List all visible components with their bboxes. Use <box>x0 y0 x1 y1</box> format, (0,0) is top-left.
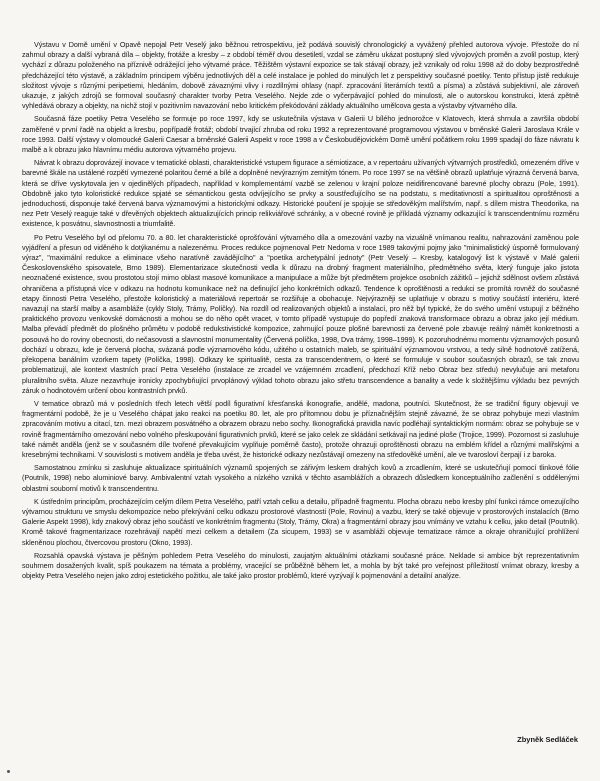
paragraph-6: Samostatnou zmínku si zasluhuje aktualizace spirituálních významů spojených se zářivým leskem drahých kovů a zrcadlením, které se uskutečňují pomocí tlinkové fólie (Poutník, 1998) nebo aluminiové barvy. Ambivalentní vztah vysokého a nízkého vzniká v těchto asamblážích a obrazech důsledkem konceptuálního začlenění s oddělenými oblastmi souborní motivů k transcendentnu. <box>22 463 579 493</box>
paragraph-4: Po Petru Veselého byl od přelomu 70. a 80. let charakteristické oprošťování výtvarného díla a omezování vazby na vizuálně vnímanou realitu, nahrazování zaměnou pole vyjádření a přesun od viděného k dotýkanému a nalezenému. Proces redukce pojmenoval Petr Nedoma v roce 1989 takovými pojmy jako "minimalistický úsporně formulovaný výraz", "maximální redukce a eliminace všeho naratívně zavádějícího" a "poetika archetypální jednoty" (Petr Veselý – Kresby, katalogový list k výstavě v Malé galerii Československého spisovatele, Brno 1989). Elementarizace skutečnosti vedla k důrazu na drobný fragment materiálního, předmětného světa, který funguje jako jistota neoznačené existence, svou prostotou stojí mimo oblast masové komunikace a manipulace a může být předmětem projekce osobních zážitků – jejichž sdělnost ovšem zůstává ohraničena a přístupná více v odkazu na hodnotu komunikace než na definující jeho konkrétních odkazů. Tendence k oproštěnosti a redukci se promítá rovněž do současné etapy činnosti Petra Veselého, přestože koloristický a materiálová repertoár se rozšiřuje a obohacuje. Nejvýrazněji se uplatňuje v obrazu s motivy součástí interiéru, které navazují na starší malby a asambláže (cykly Stoly, Trámy, Políčky). Na rozdíl od realizovaných objektů a instalací, pro něž byl typické, že do svého umění vstupují z běžného praktického provozu venkovské domácnosti a mohou se do něho opět vracet, v tomto případě vystupuje do popředí znaková transformace obrazu a obraz jako její médium. Malba převádí předmět do plošného průmětu v podobě redukstivistické kompozice, zahrnující pouze plošné barevnosti za červené pole zbavuje reálný námět konkretnosti a posouvá ho do roviny obecnosti, do nečasovosti a slavnostní monumentality (Červená políčka, 1998, Dva trámy, 1998–1999). K pozoruhodnému momentu významových posunů dochází u obrazu, kde je červená plocha, svázaná podle významového kódu, užitého u ostatních maleb, se spirituální významovou vrstvou, a tedy silně hodnotově zatížená, překopena banálním vzorkem tapety (Políčka, 1998). Odkazy ke spiritualitě, cesta za transcendentnem, o které se formuluje v soubor současných obrazů, se tak znovu problematizují, ale kontext vlastních prací Petra Veselého (instalace ze zrcadel ve vzájemném zrcadlení, předchozí Kříž nebo Obraz bez středu) nevylučuje ani metaforu pluralitního světa. Aluze nezavrhuje ironicky zpochybňující prvoplánový výklad tohoto obrazu jako střetu transcendence a banality a vede k složitějšímu výkladu bez pevných záruk o hodnotovém určení obou kontrastních prvků. <box>22 232 579 395</box>
paragraph-1: Výstavu v Domě umění v Opavě nepojal Petr Veselý jako běžnou retrospektivu, jež podává souvislý chronologický a vyvážený přehled autorova vývoje. Přestože do ní zahrnul obrazy a další vybraná díla – objekty, frotáže a kresby – z období téměř dvou desetiletí, vzdal se záměru ukázat postupný sled vývojových proměn a zvolil postup, který vychází z důrazu položeného na příznivě odrážející jeho výtvarné práce. Těžištěm výstavní expozice se tak stávají obrazy, jež vznikaly od roku 1998 až do doby bezprostředně předcházející této výstavě, a základním principem výběru jednotlivých děl a celé instalace je pohled do minulých let z perspektivy současné poetiky. Tento přístup jistě redukuje složitost vývoje s různými peripetiemi, hledáním, dobově závaznými vlivy i rozdílnými ohlasy (např. zpracování literárních textů a písma) a zůstává subjektivní, ale zároveň ukazuje, z jakých zdrojů se formoval současný charakter tvorby Petra Veselého. Nejde zde o vyčerpávající pohled do minulosti, ale o autorskou konstrukci, která zpětně vyhledává obrazy a objekty, na nichž stojí v pozitivním navazování nebo kritickém překódování základy aktuálního umělcova gesta a výstavby výtvarného díla. <box>22 40 579 111</box>
author-signature: Zbyněk Sedláček <box>517 735 578 744</box>
paragraph-5: V tematice obrazů má v posledních třech letech větší podíl figurativní křesťanská ikonografie, andělé, madona, poutníci. Skutečnost, že se tradiční figury objevují ve fragmentární podobě, že je u Veselého chápat jako reakci na poetiku 80. let, ale pro přítomnou dobu je příznačnějším stejně závazné, že se obraz pohybuje mezi vlastním zpracováním motivu a citací, tzn. mezi obrazem posvátného a obrazem obrazu nebo sochy. Ikonografická pravidla navíc podléhají syntaktickým normám: obraz se pohybuje se v rovině fragmentárního omezování nebo volného přeskupování figurativních prvků, které se jako celek ze skládání setkávají na jediné ploše (Trojice, 1999). Pozornost si zasluhuje také námět anděla (jenž se v současném díle tvořené převakujícím vyplňuje poměrně často), protože ohrazuji oproštěnosti obrazu na emblém křídel a různými malířskými a kresebnými technikami. V souvislosti s motivem anděla je třeba uvést, že historické odkazy nezůstávají omezeny na středověké umění, ale ve tvarosloví čerpají i z baroka. <box>22 398 579 459</box>
article-body <box>22 40 579 584</box>
paragraph-8: Rozsahlá opavská výstava je pěšným pohledem Petra Veselého do minulosti, zaujatým aktuálními otázkami současné práce. Neklade si ambice být reprezentativním souhrnem dosažených kvalit, spíš poukazem na témata a problémy, vracející se průběžně během let, a mohla by být také pro veřejnost příležitostí vnímat obrazy, kresby a objekty Petra Veselého nejen jako zdroj estetického požitku, ale také jako prostor problémů, které vyzývají k pojmenování a detailní analýze. <box>22 550 579 581</box>
scan-dot <box>7 770 10 773</box>
paragraph-2: Současná fáze poetiky Petra Veselého se formuje po roce 1997, kdy se uskutečnila výstava v Galerii U bílého jednorožce v Klatovech, která shrnula a završila období zaměřené v první řadě na objekt a kresbu, popřípadě frotáž; období trvající zhruba od roku 1992 a reprezentované programovou výstavou v brněnské Galerii Jaroslava Krále v roce 1993. Další výstavy v olomoucké Galerii Caesar a brněnské Galerii Aspekt v roce 1998 a v Českobudějovickém Domě umění počátkem roku 1999 spadají do fáze návratu k malbě a k obrazu jako hlavnímu médiu autorova výtvarného projevu. <box>22 114 579 155</box>
paragraph-3: Návrat k obrazu doprovázejí inovace v tematické oblasti, charakteristické vstupem figurace a sémiotizace, a v repertoáru užívaných výtvarných prostředků, omezeném dříve v barevné škále na ustálené rozpětí vymezené polaritou černé a bílé a doplněné nevýrazným zemitým tónem. Po roce 1997 se na většině obrazů uplatňuje výrazná červená barva, která se dříve vyskytovala jen v ojedinělých případech, například v komplementární vazbě se zelenou v krajní poloze neidifirencované barevné plochy obrazu (Pole, 1991). Obdobně jako tyto koloristické redukce spjaté se sémantickou gesta odvíjejícího se prvky a soustřeďujícího se na podstatu, s meditativností a spiritualitou oproštěnosti a jednoduchosti, disponuje také červená barva významovými a historickými odkazy. Historické poučení je spojuje se středověkým malířstvím, např. s dílem mistra Theodorika, na nez Petr Veselý reaguje také v dřevěných objektech aktualizujících princip relikviářové schránky, a v obecné rovině je příkladá významy odkazující k transcendentnímu rozměru existence, k posvátnu, slavnostnosti a triumfalitě. <box>22 158 579 229</box>
paragraph-7: K ústředním principům, procházejícím celým dílem Petra Veselého, patří vztah celku a detailu, případně fragmentu. Plocha obrazu nebo kresby plní funkci rámce omezujícího výtvarnou strukturu ve smyslu dekompozice nebo překrývání celku odkazu prostorové vlastnosti (Pole, Rovinu) a vazbu, který se také objevuje v prostorových instalacích (Brno Galerie Aspekt 1998), kdy znakový obraz jeho součástí ve konkrétním fragmentu (Stoly, Trámy, Okra) a fragmentární obrazy jsou vnímány ve vztahu k celku, jako detail (Poutník). Kromě takové fragmentarizace rozehrávají napětí mezi celkem a detailem (Za sicupem, 1993) se v asambláži objevuje tematizace rámce a okraje ohraničující prohlížení skleněnou plochou, čtvercovou prostoru (Okno, 1993). <box>22 496 579 547</box>
